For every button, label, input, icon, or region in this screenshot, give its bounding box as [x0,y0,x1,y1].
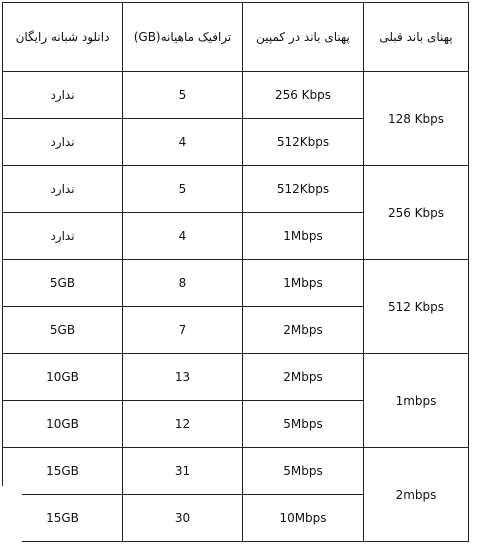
monthly-traffic-cell: 5 [123,166,243,213]
monthly-traffic-cell: 13 [123,354,243,401]
monthly-traffic-cell: 30 [123,495,243,542]
free-download-cell: 10GB [3,354,123,401]
corner-artifact [0,486,22,546]
free-download-cell: ندارد [3,72,123,119]
free-download-cell: ندارد [3,119,123,166]
table-row [3,448,469,495]
monthly-traffic-cell: 5 [123,72,243,119]
campaign-bandwidth-cell: 1Mbps [243,213,364,260]
campaign-bandwidth-cell: 2Mbps [243,354,364,401]
header-row [3,3,469,72]
table-row [3,166,469,213]
campaign-bandwidth-cell: 512Kbps [243,166,364,213]
campaign-bandwidth-cell: 512Kbps [243,119,364,166]
campaign-bandwidth-cell: 10Mbps [243,495,364,542]
free-download-cell: ندارد [3,166,123,213]
bandwidth-campaign-table [2,2,469,542]
monthly-traffic-cell: 4 [123,119,243,166]
campaign-bandwidth-cell: 256 Kbps [243,72,364,119]
monthly-traffic-cell: 12 [123,401,243,448]
monthly-traffic-cell: 31 [123,448,243,495]
campaign-bandwidth-cell: 5Mbps [243,401,364,448]
free-download-cell: 15GB [3,495,123,542]
header-previous-bandwidth: پهنای باند قبلی [364,3,469,72]
campaign-bandwidth-cell: 5Mbps [243,448,364,495]
free-download-cell: 10GB [3,401,123,448]
table-row [3,354,469,401]
free-download-cell: ندارد [3,213,123,260]
monthly-traffic-cell: 4 [123,213,243,260]
free-download-cell: 5GB [3,260,123,307]
header-campaign-bandwidth: پهنای باند در کمپین [243,3,364,72]
monthly-traffic-cell: 7 [123,307,243,354]
previous-bandwidth-cell: 512 Kbps [364,260,469,354]
table-row [3,72,469,119]
previous-bandwidth-cell: 256 Kbps [364,166,469,260]
header-monthly-traffic: ترافیک ماهیانه(GB) [123,3,243,72]
monthly-traffic-cell: 8 [123,260,243,307]
table-row [3,260,469,307]
campaign-bandwidth-cell: 1Mbps [243,260,364,307]
free-download-cell: 5GB [3,307,123,354]
previous-bandwidth-cell: 1mbps [364,354,469,448]
free-download-cell: 15GB [3,448,123,495]
previous-bandwidth-cell: 2mbps [364,448,469,542]
campaign-bandwidth-cell: 2Mbps [243,307,364,354]
header-free-download: دانلود شبانه رایگان [3,3,123,72]
previous-bandwidth-cell: 128 Kbps [364,72,469,166]
